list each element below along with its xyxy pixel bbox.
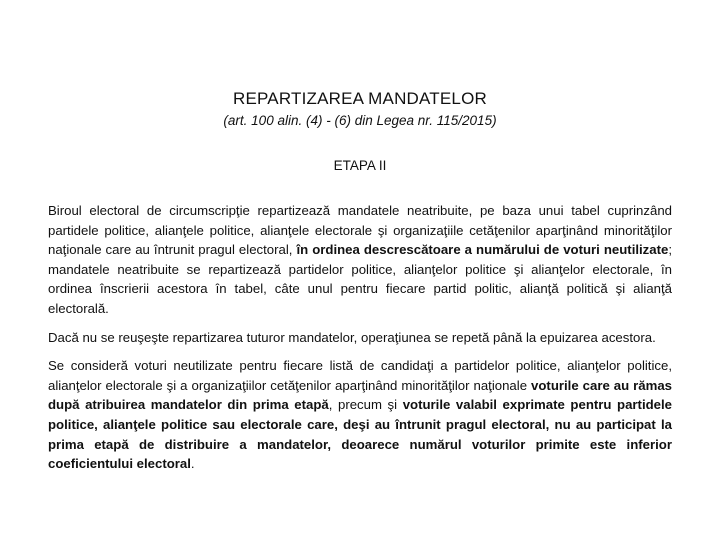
paragraph-3-text: Se consideră voturi neutilizate pentru fiecare listă de candidaţi a partidelor politice, alianţelor politice, alianţelor electorale şi a organizaţiilor cetăţenilor aparţinând minorităţilor naţionale <box>48 358 672 393</box>
paragraph-1-bold: în ordinea descrescătoare a numărului de voturi neutilizate <box>296 242 669 258</box>
paragraph-3-bold-2: voturile valabil exprimate pentru partidele politice, alianţele politice sau electorale care, deşi au întrunit pragul electoral, nu au participat la prima etapă de distribuire a mandatelor, deoarece numărul voturilor primite este inferior coeficientului electoral <box>48 397 673 472</box>
body-text <box>48 201 672 483</box>
paragraph-3 <box>48 356 672 474</box>
paragraph-1-text: Biroul electoral de circumscripţie repartizează mandatele neatribuite, pe baza unui tabel cuprinzând partidele politice, alianţele politice, alianţele electorale şi organizaţiile cetăţenilor aparţinând minorităţilor naţionale care au întrunit pragul electoral, <box>48 203 672 258</box>
paragraph-1 <box>48 201 672 319</box>
paragraph-1-text-end: ; mandatele neatribuite se repartizează partidelor politice, alianţelor politice şi alianţelor electorale, în ordinea înscrierii acestora în tabel, câte unul pentru fiecare partid politic, alianţă politică şi alianţă electorală. <box>48 242 673 316</box>
paragraph-3-text-mid: , precum şi <box>328 397 398 413</box>
paragraph-3-text-end: . <box>190 456 195 472</box>
paragraph-2: Dacă nu se reuşeşte repartizarea tuturor mandatelor, operaţiunea se repetă până la epuizarea acestora. <box>48 329 656 345</box>
paragraph-3-bold-1: voturile care au rămas după atribuirea mandatelor din prima etapă <box>48 377 672 413</box>
slide-title: REPARTIZAREA MANDATELOR <box>233 89 487 108</box>
legal-reference: (art. 100 alin. (4) - (6) din Legea nr. 115/2015) <box>223 113 497 128</box>
stage-heading: ETAPA II <box>333 158 387 173</box>
